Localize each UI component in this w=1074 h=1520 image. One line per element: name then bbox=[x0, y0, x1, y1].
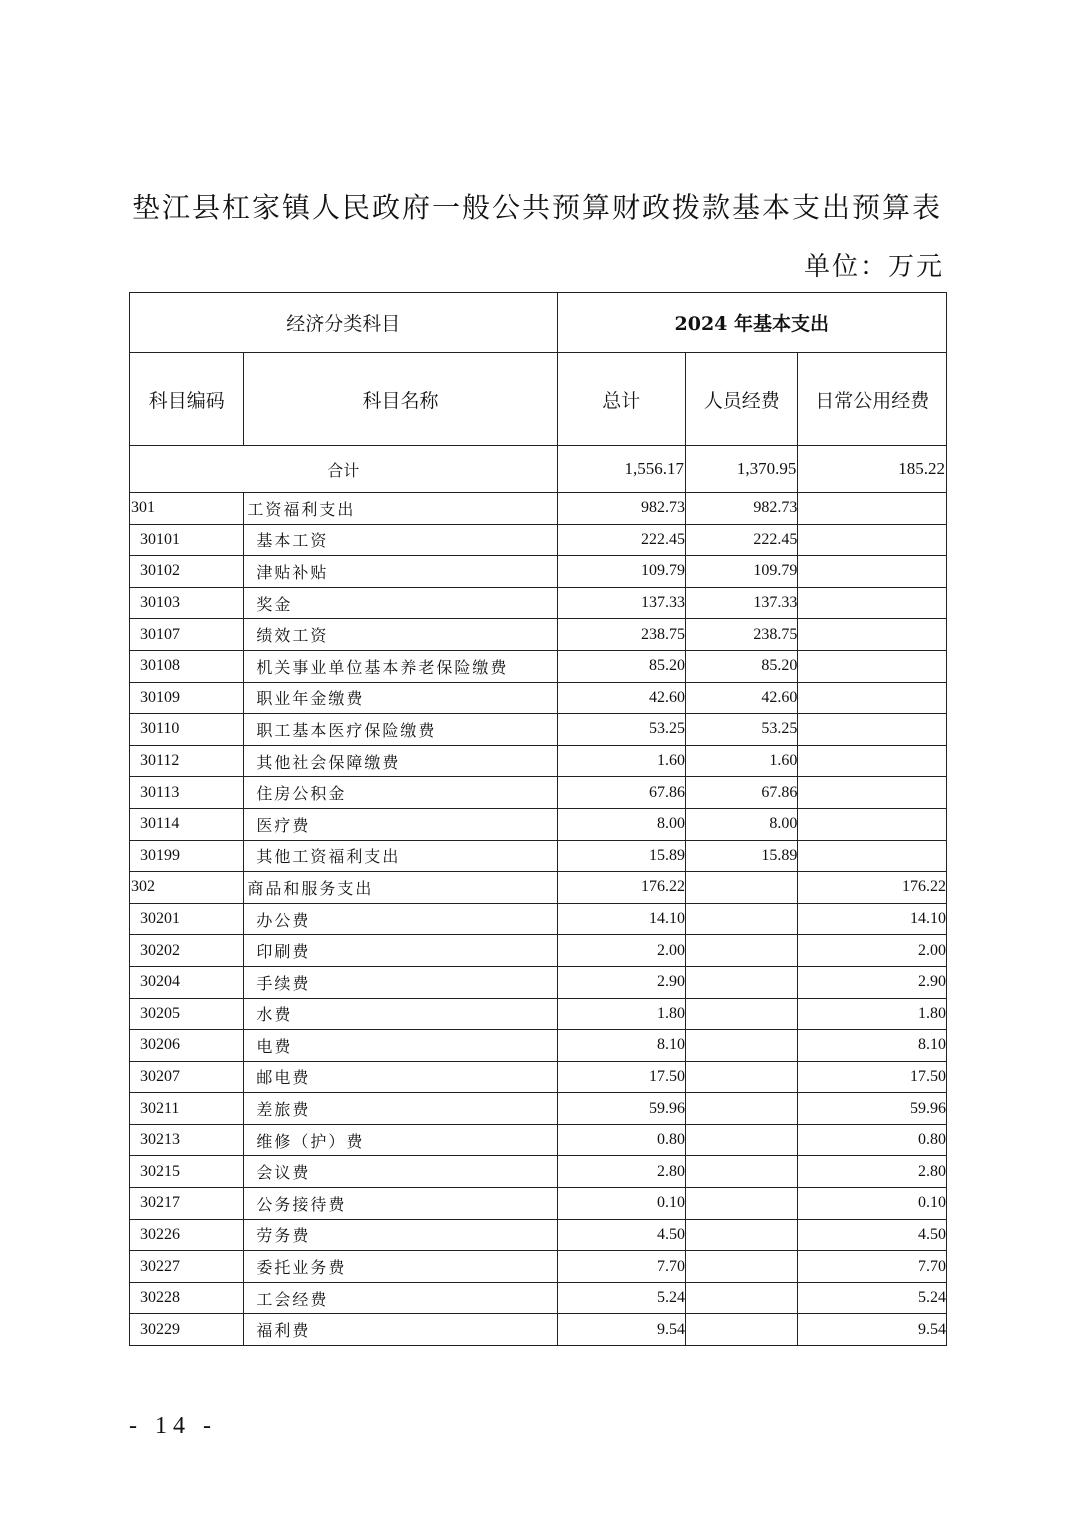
row-name: 水费 bbox=[244, 998, 557, 1030]
row-code: 30201 bbox=[130, 903, 244, 935]
row-name: 会议费 bbox=[244, 1156, 557, 1188]
row-staff: 53.25 bbox=[686, 714, 798, 746]
row-name: 住房公积金 bbox=[244, 777, 557, 809]
row-total: 4.50 bbox=[557, 1219, 685, 1251]
row-staff bbox=[686, 903, 798, 935]
row-daily: 9.54 bbox=[798, 1314, 947, 1346]
summary-total: 1,556.17 bbox=[557, 446, 685, 493]
row-daily bbox=[798, 587, 947, 619]
row-code: 30206 bbox=[130, 1030, 244, 1062]
row-name: 电费 bbox=[244, 1030, 557, 1062]
header-name: 科目名称 bbox=[244, 353, 557, 446]
row-daily: 2.90 bbox=[798, 966, 947, 998]
row-daily: 4.50 bbox=[798, 1219, 947, 1251]
row-code: 30102 bbox=[130, 556, 244, 588]
header-year-basic: 2024 年基本支出 bbox=[557, 293, 946, 353]
row-daily bbox=[798, 808, 947, 840]
row-daily bbox=[798, 524, 947, 556]
row-daily: 7.70 bbox=[798, 1251, 947, 1283]
row-daily bbox=[798, 650, 947, 682]
row-staff bbox=[686, 998, 798, 1030]
row-code: 30107 bbox=[130, 619, 244, 651]
row-code: 30215 bbox=[130, 1156, 244, 1188]
table-row bbox=[130, 524, 947, 556]
row-code: 30204 bbox=[130, 966, 244, 998]
row-daily: 2.00 bbox=[798, 935, 947, 967]
row-daily: 8.10 bbox=[798, 1030, 947, 1062]
row-staff bbox=[686, 1282, 798, 1314]
row-code: 30207 bbox=[130, 1061, 244, 1093]
row-daily bbox=[798, 745, 947, 777]
row-staff bbox=[686, 1188, 798, 1220]
table-row bbox=[130, 966, 947, 998]
summary-label: 合计 bbox=[130, 446, 558, 493]
row-total: 1.60 bbox=[557, 745, 685, 777]
budget-table bbox=[129, 292, 947, 1346]
row-name: 津贴补贴 bbox=[244, 556, 557, 588]
row-daily bbox=[798, 556, 947, 588]
row-name: 手续费 bbox=[244, 966, 557, 998]
row-daily bbox=[798, 840, 947, 872]
row-daily: 17.50 bbox=[798, 1061, 947, 1093]
row-total: 53.25 bbox=[557, 714, 685, 746]
row-total: 67.86 bbox=[557, 777, 685, 809]
row-code: 30199 bbox=[130, 840, 244, 872]
table-row bbox=[130, 587, 947, 619]
table-row bbox=[130, 1188, 947, 1220]
table-row bbox=[130, 619, 947, 651]
table-row bbox=[130, 840, 947, 872]
row-total: 15.89 bbox=[557, 840, 685, 872]
row-staff: 8.00 bbox=[686, 808, 798, 840]
header-code: 科目编码 bbox=[130, 353, 244, 446]
summary-staff: 1,370.95 bbox=[686, 446, 798, 493]
unit-label: 单位：万元 bbox=[803, 252, 944, 282]
row-name: 商品和服务支出 bbox=[244, 872, 557, 904]
table-row bbox=[130, 808, 947, 840]
row-code: 30103 bbox=[130, 587, 244, 619]
row-name: 委托业务费 bbox=[244, 1251, 557, 1283]
row-daily bbox=[798, 619, 947, 651]
row-name: 医疗费 bbox=[244, 808, 557, 840]
row-total: 2.00 bbox=[557, 935, 685, 967]
row-code: 30108 bbox=[130, 650, 244, 682]
row-total: 137.33 bbox=[557, 587, 685, 619]
row-name: 公务接待费 bbox=[244, 1188, 557, 1220]
row-staff: 42.60 bbox=[686, 682, 798, 714]
row-code: 302 bbox=[130, 872, 244, 904]
row-daily bbox=[798, 777, 947, 809]
row-code: 30226 bbox=[130, 1219, 244, 1251]
header-total: 总计 bbox=[557, 353, 685, 446]
row-name: 办公费 bbox=[244, 903, 557, 935]
table-row bbox=[130, 1251, 947, 1283]
table-row bbox=[130, 935, 947, 967]
page-number: - 14 - bbox=[129, 1413, 217, 1439]
row-code: 30113 bbox=[130, 777, 244, 809]
row-total: 2.90 bbox=[557, 966, 685, 998]
row-staff: 238.75 bbox=[686, 619, 798, 651]
row-staff: 137.33 bbox=[686, 587, 798, 619]
row-total: 238.75 bbox=[557, 619, 685, 651]
row-code: 30217 bbox=[130, 1188, 244, 1220]
row-total: 176.22 bbox=[557, 872, 685, 904]
row-staff: 1.60 bbox=[686, 745, 798, 777]
table-row bbox=[130, 1282, 947, 1314]
table-row bbox=[130, 714, 947, 746]
row-daily: 14.10 bbox=[798, 903, 947, 935]
row-daily: 0.10 bbox=[798, 1188, 947, 1220]
header-daily: 日常公用经费 bbox=[798, 353, 947, 446]
row-daily: 176.22 bbox=[798, 872, 947, 904]
table-row bbox=[130, 745, 947, 777]
row-code: 30213 bbox=[130, 1124, 244, 1156]
summary-daily: 185.22 bbox=[798, 446, 947, 493]
row-total: 982.73 bbox=[557, 493, 685, 525]
row-staff bbox=[686, 1314, 798, 1346]
table-row bbox=[130, 903, 947, 935]
row-total: 8.00 bbox=[557, 808, 685, 840]
row-total: 109.79 bbox=[557, 556, 685, 588]
table-row bbox=[130, 493, 947, 525]
table-row bbox=[130, 998, 947, 1030]
row-name: 奖金 bbox=[244, 587, 557, 619]
row-staff: 222.45 bbox=[686, 524, 798, 556]
row-code: 30229 bbox=[130, 1314, 244, 1346]
table-row bbox=[130, 872, 947, 904]
row-name: 机关事业单位基本养老保险缴费 bbox=[244, 650, 557, 682]
row-name: 工资福利支出 bbox=[244, 493, 557, 525]
row-staff bbox=[686, 872, 798, 904]
row-total: 0.80 bbox=[557, 1124, 685, 1156]
row-name: 福利费 bbox=[244, 1314, 557, 1346]
row-daily: 2.80 bbox=[798, 1156, 947, 1188]
row-name: 职业年金缴费 bbox=[244, 682, 557, 714]
row-staff bbox=[686, 1093, 798, 1125]
row-name: 基本工资 bbox=[244, 524, 557, 556]
table-row bbox=[130, 1093, 947, 1125]
row-total: 14.10 bbox=[557, 903, 685, 935]
header-row-top bbox=[130, 293, 947, 353]
row-staff bbox=[686, 1251, 798, 1283]
row-total: 59.96 bbox=[557, 1093, 685, 1125]
table-row bbox=[130, 650, 947, 682]
row-staff: 982.73 bbox=[686, 493, 798, 525]
row-staff bbox=[686, 1124, 798, 1156]
row-staff bbox=[686, 966, 798, 998]
row-name: 劳务费 bbox=[244, 1219, 557, 1251]
row-code: 30109 bbox=[130, 682, 244, 714]
row-daily: 1.80 bbox=[798, 998, 947, 1030]
table-row bbox=[130, 777, 947, 809]
row-code: 30228 bbox=[130, 1282, 244, 1314]
row-name: 印刷费 bbox=[244, 935, 557, 967]
row-staff bbox=[686, 1219, 798, 1251]
row-total: 5.24 bbox=[557, 1282, 685, 1314]
row-staff bbox=[686, 1061, 798, 1093]
table-row bbox=[130, 556, 947, 588]
row-name: 工会经费 bbox=[244, 1282, 557, 1314]
summary-row bbox=[130, 446, 947, 493]
table-row bbox=[130, 1061, 947, 1093]
row-code: 30110 bbox=[130, 714, 244, 746]
row-code: 30101 bbox=[130, 524, 244, 556]
row-total: 8.10 bbox=[557, 1030, 685, 1062]
row-staff: 67.86 bbox=[686, 777, 798, 809]
row-total: 2.80 bbox=[557, 1156, 685, 1188]
row-staff bbox=[686, 1156, 798, 1188]
row-code: 30227 bbox=[130, 1251, 244, 1283]
table-row bbox=[130, 1124, 947, 1156]
table-row bbox=[130, 1156, 947, 1188]
page-title: 垫江县杠家镇人民政府一般公共预算财政拨款基本支出预算表 bbox=[131, 191, 942, 224]
row-daily: 0.80 bbox=[798, 1124, 947, 1156]
header-row-columns bbox=[130, 353, 947, 446]
row-name: 其他工资福利支出 bbox=[244, 840, 557, 872]
row-total: 1.80 bbox=[557, 998, 685, 1030]
row-code: 30114 bbox=[130, 808, 244, 840]
row-name: 差旅费 bbox=[244, 1093, 557, 1125]
row-total: 85.20 bbox=[557, 650, 685, 682]
row-name: 职工基本医疗保险缴费 bbox=[244, 714, 557, 746]
row-code: 30202 bbox=[130, 935, 244, 967]
row-total: 9.54 bbox=[557, 1314, 685, 1346]
row-total: 42.60 bbox=[557, 682, 685, 714]
row-total: 7.70 bbox=[557, 1251, 685, 1283]
table-row bbox=[130, 682, 947, 714]
row-daily: 59.96 bbox=[798, 1093, 947, 1125]
row-name: 其他社会保障缴费 bbox=[244, 745, 557, 777]
row-total: 0.10 bbox=[557, 1188, 685, 1220]
row-staff bbox=[686, 1030, 798, 1062]
row-name: 绩效工资 bbox=[244, 619, 557, 651]
header-staff: 人员经费 bbox=[686, 353, 798, 446]
row-code: 30211 bbox=[130, 1093, 244, 1125]
row-daily bbox=[798, 682, 947, 714]
table-row bbox=[130, 1314, 947, 1346]
row-daily: 5.24 bbox=[798, 1282, 947, 1314]
row-staff bbox=[686, 935, 798, 967]
row-daily bbox=[798, 714, 947, 746]
row-name: 维修（护）费 bbox=[244, 1124, 557, 1156]
row-total: 222.45 bbox=[557, 524, 685, 556]
row-daily bbox=[798, 493, 947, 525]
table-row bbox=[130, 1030, 947, 1062]
row-code: 30112 bbox=[130, 745, 244, 777]
row-staff: 109.79 bbox=[686, 556, 798, 588]
row-name: 邮电费 bbox=[244, 1061, 557, 1093]
row-code: 301 bbox=[130, 493, 244, 525]
row-staff: 15.89 bbox=[686, 840, 798, 872]
row-code: 30205 bbox=[130, 998, 244, 1030]
header-economic-category: 经济分类科目 bbox=[130, 293, 558, 353]
row-total: 17.50 bbox=[557, 1061, 685, 1093]
table-row bbox=[130, 1219, 947, 1251]
row-staff: 85.20 bbox=[686, 650, 798, 682]
